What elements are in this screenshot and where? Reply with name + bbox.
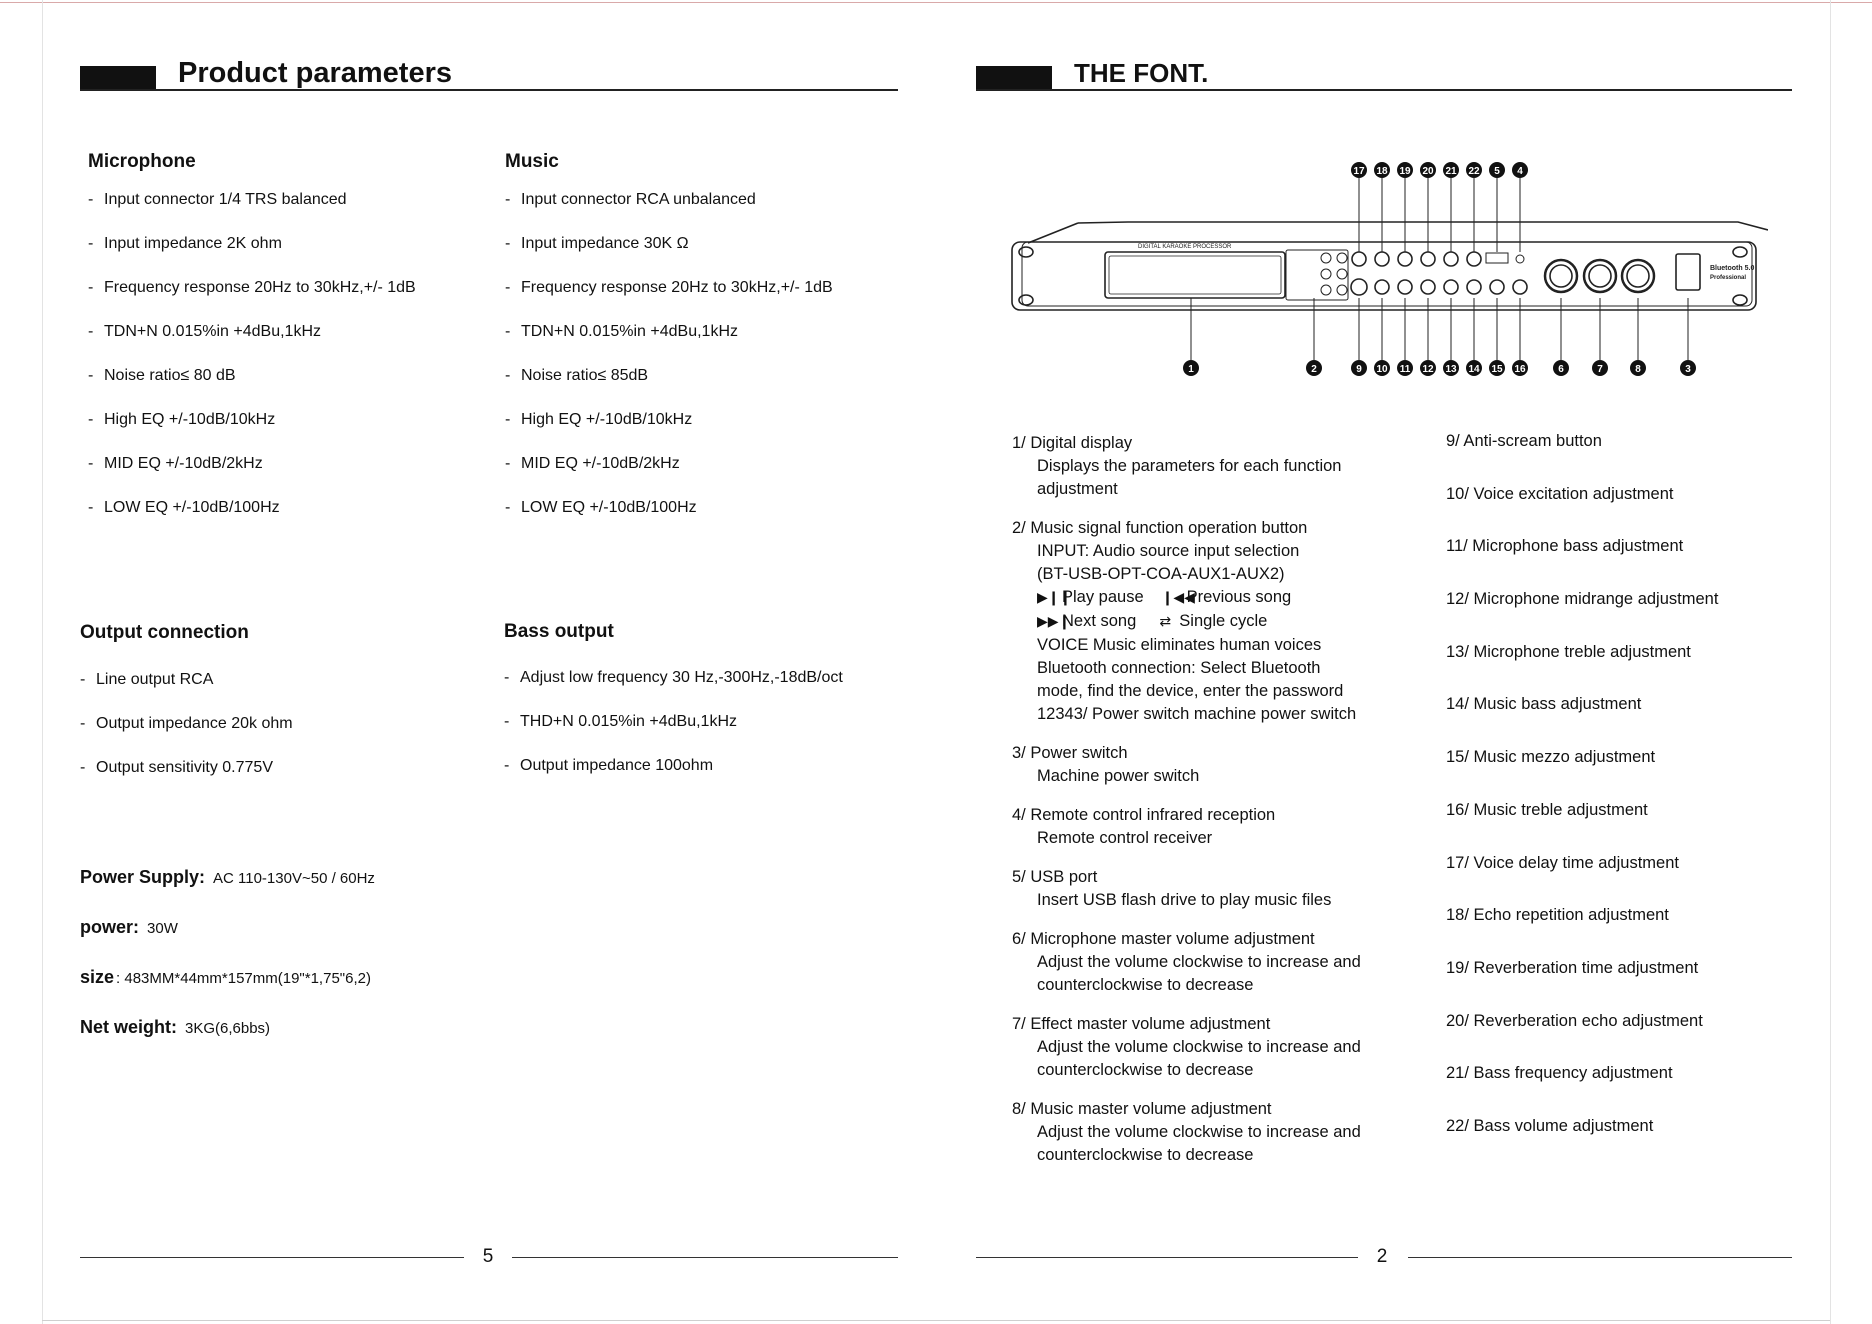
microphone-spec-list [88,190,416,542]
panel-button [1337,253,1347,263]
description-line: Adjust the volume clockwise to increase and [1037,953,1361,971]
chassis-top-outline [1078,222,1768,230]
power-switch-graphic [1676,254,1700,290]
dash-bullet: - [80,671,86,688]
master-knob-inner [1589,265,1611,287]
callout-number: 4 [1517,166,1523,177]
function-descriptions [1012,432,1361,1183]
rack-hole-tl [1019,247,1033,257]
callout-number: 21 [1445,166,1457,177]
description-line: counterclockwise to decrease [1037,1146,1254,1164]
dash-bullet: - [88,367,94,384]
panel-button [1337,269,1347,279]
music-spec-item [505,366,833,410]
callout-number: 5 [1494,166,1500,177]
control-label: Play pause [1062,588,1144,606]
footer-rule-left [80,1257,464,1258]
dash-bullet: - [504,757,510,774]
previous-icon: ❙◀◀ [1161,590,1195,606]
microphone-spec-item [88,410,416,454]
description-item: 22/ Bass volume adjustment [1446,1116,1654,1135]
microphone-spec-item [88,322,416,366]
description-item: 18/ Echo repetition adjustment [1446,906,1669,925]
dash-bullet: - [505,499,511,516]
power-supply-value: AC 110-130V~50 / 60Hz [213,870,375,887]
description-item [1012,742,1361,788]
callout-number: 10 [1376,364,1388,375]
net-weight-spec [80,1017,270,1038]
callout-number: 18 [1376,166,1388,177]
panel-label-text: DIGITAL KARAOKE PROCESSOR [1138,244,1232,250]
chassis-left-slope [1028,223,1078,243]
small-knob [1467,280,1481,294]
description-title: 5/ USB port [1012,868,1098,886]
callout-number: 11 [1399,364,1411,375]
power-label: power: [80,917,140,937]
dash-bullet: - [88,455,94,472]
microphone-spec-text: MID EQ +/-10dB/2kHz [104,455,263,472]
control-label: Next song [1062,612,1137,630]
callout-number: 20 [1422,166,1434,177]
digital-display-inner [1109,256,1281,294]
bass-spec-text: Adjust low frequency 30 Hz,-300Hz,-18dB/oct [520,669,843,686]
repeat-icon: ⇄ [1159,614,1172,630]
left-page-footer [80,1248,898,1268]
usb-port [1486,253,1508,263]
dash-bullet: - [504,669,510,686]
music-spec-item [505,278,833,322]
button-block [1286,250,1348,300]
dash-bullet: - [505,235,511,252]
music-spec-text: TDN+N 0.015%in +4dBu,1kHz [521,323,738,340]
description-item [1012,432,1361,501]
microphone-spec-item [88,366,416,410]
panel-brand-sub: Professional [1710,275,1747,281]
description-item: 12/ Microphone midrange adjustment [1446,590,1719,609]
power-spec [80,917,178,938]
control-row [1012,586,1361,610]
description-title: 1/ Digital display [1012,434,1133,452]
small-knob [1421,252,1435,266]
small-knob [1375,280,1389,294]
output-spec-text: Output impedance 20k ohm [96,715,293,732]
music-spec-item [505,322,833,366]
header-rule [976,89,1792,91]
description-line: Machine power switch [1037,767,1200,785]
footer-rule-right [1408,1257,1792,1258]
net-weight-value: 3KG(6,6bbs) [185,1020,271,1037]
description-line: Adjust the volume clockwise to increase and [1037,1123,1361,1141]
panel-button [1321,253,1331,263]
small-knob [1490,280,1504,294]
bass-output-heading: Bass output [504,621,614,642]
description-line: VOICE Music eliminates human voices [1037,636,1322,654]
callout-number: 19 [1399,166,1411,177]
dash-bullet: - [505,411,511,428]
ir-sensor [1516,255,1524,263]
music-spec-item [505,498,833,542]
callout-number: 22 [1468,166,1480,177]
microphone-spec-text: High EQ +/-10dB/10kHz [104,411,276,428]
anti-scream-button [1351,279,1367,295]
small-knob [1513,280,1527,294]
next-icon: ▶▶❙ [1037,614,1071,630]
right-page-footer [976,1248,1792,1268]
footer-rule-left [976,1257,1358,1258]
microphone-spec-item [88,454,416,498]
description-item [1012,804,1361,850]
output-spec-item [80,758,293,802]
description-title: 3/ Power switch [1012,744,1128,762]
panel-button [1321,269,1331,279]
output-spec-text: Output sensitivity 0.775V [96,759,273,776]
digital-display [1105,252,1285,298]
description-item: 20/ Reverberation echo adjustment [1446,1011,1703,1030]
small-knob [1444,280,1458,294]
music-spec-text: Input connector RCA unbalanced [521,191,756,208]
microphone-spec-text: Input connector 1/4 TRS balanced [104,191,347,208]
dash-bullet: - [505,455,511,472]
callout-number: 2 [1311,364,1317,375]
callout-number: 8 [1635,364,1641,375]
description-item [1012,517,1361,726]
master-knob-inner [1627,265,1649,287]
page-number: 5 [482,1246,494,1267]
dash-bullet: - [505,279,511,296]
rack-hole-bl [1019,295,1033,305]
page-title: Product parameters [178,57,452,89]
callout-number: 7 [1597,364,1603,375]
size-label: size [80,967,115,987]
music-spec-item [505,234,833,278]
description-item: 15/ Music mezzo adjustment [1446,748,1656,767]
dash-bullet: - [505,323,511,340]
header-black-bar [976,66,1052,91]
microphone-heading: Microphone [88,151,196,172]
description-line: Bluetooth connection: Select Bluetooth [1037,659,1321,677]
dash-bullet: - [88,499,94,516]
description-line: (BT-USB-OPT-COA-AUX1-AUX2) [1037,565,1285,583]
front-panel-diagram [1008,158,1768,388]
music-spec-text: Frequency response 20Hz to 30kHz,+/- 1dB [521,279,833,296]
description-item: 11/ Microphone bass adjustment [1446,537,1684,556]
power-value: 30W [147,920,178,937]
music-spec-text: Input impedance 30K Ω [521,235,689,252]
dash-bullet: - [88,279,94,296]
page-number: 2 [1376,1246,1388,1267]
dash-bullet: - [80,715,86,732]
description-item: 17/ Voice delay time adjustment [1446,853,1679,872]
small-knob [1375,252,1389,266]
dash-bullet: - [88,323,94,340]
description-item [1012,1013,1361,1082]
bass-spec-item [504,668,843,712]
page-title: THE FONT. [1074,58,1209,88]
dash-bullet: - [88,235,94,252]
music-spec-item [505,454,833,498]
callout-number: 12 [1422,364,1434,375]
master-knob-inner [1550,265,1572,287]
play-pause-icon: ▶❙❙ [1037,590,1072,606]
description-line: counterclockwise to decrease [1037,976,1254,994]
small-knob [1467,252,1481,266]
header-black-bar [80,66,156,91]
power-supply-spec [80,867,375,888]
music-spec-text: LOW EQ +/-10dB/100Hz [521,499,697,516]
description-title: 6/ Microphone master volume adjustment [1012,930,1315,948]
dash-bullet: - [88,411,94,428]
description-line: INPUT: Audio source input selection [1037,542,1300,560]
power-supply-label: Power Supply: [80,867,206,887]
dash-bullet: - [80,759,86,776]
description-title: 7/ Effect master volume adjustment [1012,1015,1271,1033]
output-spec-list [80,670,293,802]
callout-number: 6 [1558,364,1564,375]
callout-number: 1 [1188,364,1194,375]
panel-button [1321,285,1331,295]
bass-spec-text: Output impedance 100ohm [520,757,714,774]
small-knob [1421,280,1435,294]
description-item: 19/ Reverberation time adjustment [1446,958,1699,977]
music-spec-text: Noise ratio≤ 85dB [521,367,649,384]
description-line: mode, find the device, enter the password [1037,682,1344,700]
microphone-spec-item [88,234,416,278]
output-spec-item [80,714,293,758]
callout-number: 17 [1353,166,1365,177]
callout-number: 9 [1356,364,1362,375]
bass-spec-text: THD+N 0.015%in +4dBu,1kHz [520,713,737,730]
output-spec-item [80,670,293,714]
dash-bullet: - [88,191,94,208]
description-item: 13/ Microphone treble adjustment [1446,642,1691,661]
microphone-spec-text: TDN+N 0.015%in +4dBu,1kHz [104,323,321,340]
microphone-spec-text: Input impedance 2K ohm [104,235,282,252]
description-title: 4/ Remote control infrared reception [1012,806,1276,824]
microphone-spec-text: Noise ratio≤ 80 dB [104,367,236,384]
callout-number: 3 [1685,364,1691,375]
description-line: Adjust the volume clockwise to increase and [1037,1038,1361,1056]
net-weight-label: Net weight: [80,1017,177,1037]
small-knob [1398,252,1412,266]
small-knob [1352,252,1366,266]
description-line: adjustment [1037,480,1118,498]
dash-bullet: - [505,367,511,384]
description-item: 21/ Bass frequency adjustment [1446,1064,1673,1083]
description-item: 16/ Music treble adjustment [1446,800,1648,819]
description-item [1012,928,1361,997]
microphone-spec-text: LOW EQ +/-10dB/100Hz [104,499,280,516]
music-heading: Music [505,151,559,172]
description-line: Displays the parameters for each function [1037,457,1342,475]
description-title: 8/ Music master volume adjustment [1012,1100,1272,1118]
description-item: 14/ Music bass adjustment [1446,695,1642,714]
left-page-header [80,57,898,92]
callout-number: 16 [1514,364,1526,375]
size-spec [80,967,371,988]
right-page-header [976,60,1792,92]
small-knob [1444,252,1458,266]
small-knob [1398,280,1412,294]
description-line: Insert USB flash drive to play music files [1037,891,1332,909]
output-connection-heading: Output connection [80,622,249,643]
panel-brand-text: Bluetooth 5.0 [1710,265,1755,272]
description-item: 10/ Voice excitation adjustment [1446,484,1674,503]
dash-bullet: - [504,713,510,730]
size-value: : 483MM*44mm*157mm(19"*1,75"6,2) [116,970,371,987]
panel-button [1337,285,1347,295]
music-spec-text: MID EQ +/-10dB/2kHz [521,455,680,472]
bass-spec-list [504,668,843,800]
music-spec-list [505,190,833,542]
music-spec-item [505,410,833,454]
microphone-spec-item [88,190,416,234]
rack-hole-br [1733,295,1747,305]
function-descriptions-right [1446,432,1718,1170]
microphone-spec-item [88,498,416,542]
rack-hole-tr [1733,247,1747,257]
control-row [1012,610,1361,634]
description-line: Remote control receiver [1037,829,1213,847]
description-item: 9/ Anti-scream button [1446,432,1602,450]
description-line: 12343/ Power switch machine power switch [1037,705,1357,723]
callout-number: 14 [1468,364,1480,375]
control-label: Previous song [1186,588,1292,606]
description-line: counterclockwise to decrease [1037,1061,1254,1079]
microphone-spec-item [88,278,416,322]
description-item [1012,866,1361,912]
bass-spec-item [504,712,843,756]
callout-number: 13 [1445,364,1457,375]
microphone-spec-text: Frequency response 20Hz to 30kHz,+/- 1dB [104,279,416,296]
footer-rule-right [512,1257,898,1258]
description-item [1012,1098,1361,1167]
music-spec-item [505,190,833,234]
callout-number: 15 [1491,364,1503,375]
output-spec-text: Line output RCA [96,671,214,688]
music-spec-text: High EQ +/-10dB/10kHz [521,411,693,428]
dash-bullet: - [505,191,511,208]
bass-spec-item [504,756,843,800]
control-label: Single cycle [1179,612,1268,630]
description-title: 2/ Music signal function operation button [1012,519,1308,537]
